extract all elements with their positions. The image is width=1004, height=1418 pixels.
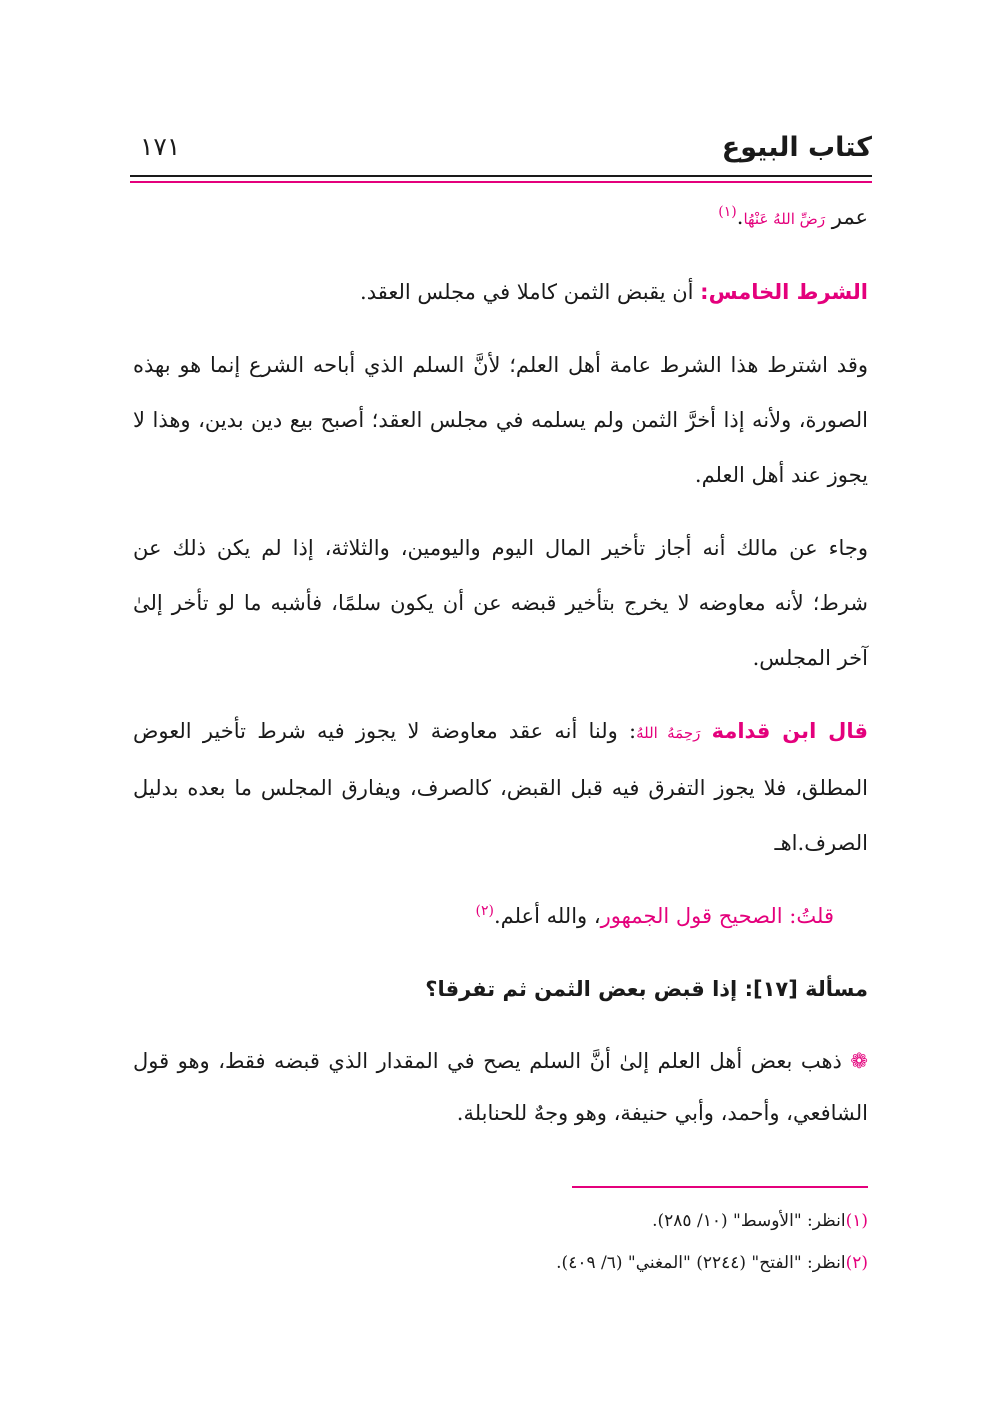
footnotes <box>133 1200 868 1284</box>
issue-heading <box>133 962 868 1017</box>
page-header <box>130 128 872 168</box>
conclusion-label: قلتُ: الصحيح قول الجمهور <box>600 904 834 928</box>
footnote-text: انظر: "الفتح" (٢٢٤٤) "المغني" (٦/ ٤٠٩). <box>556 1253 846 1273</box>
flower-icon: ❁ <box>850 1049 868 1073</box>
issue-title: إذا قبض بعض الثمن ثم تفرقا؟ <box>425 977 745 1001</box>
paragraph-end: . <box>736 205 744 229</box>
issue-label: مسألة [١٧]: <box>744 977 868 1001</box>
header-rule-pink <box>130 181 872 183</box>
footnote-rule <box>572 1186 868 1188</box>
footnote-item <box>133 1200 868 1242</box>
footnote-item <box>133 1242 868 1284</box>
footnote-text: انظر: "الأوسط" (١٠/ ٢٨٥). <box>652 1211 846 1231</box>
paragraph-continuation <box>133 190 868 247</box>
footnote-ref: (٢) <box>475 903 494 919</box>
paragraph-scholars: وقد اشترط هذا الشرط عامة أهل العلم؛ لأنَّ السلم الذي أباحه الشرع إنما هو بهذه الصورة، ولأنه إذا أخرَّ الثمن ولم يسلمه في مجلس العقد؛ أصبح بيع دين بدين، وهذا لا يجوز عند أهل العلم. <box>133 353 868 487</box>
footnote-number: (١) <box>845 1211 868 1231</box>
paragraph-partial-payment <box>133 1035 868 1139</box>
paragraph-text: أن يقبض الثمن كاملا في مجلس العقد. <box>360 280 701 304</box>
paragraph-text: ذهب بعض أهل العلم إلىٰ أنَّ السلم يصح في المقدار الذي قبضه فقط، وهو قول الشافعي، وأحمد، وأبي حنيفة، وهو وجهٌ للحنابلة. <box>133 1049 868 1125</box>
paragraph-malik: وجاء عن مالك أنه أجاز تأخير المال اليوم واليومين، والثلاثة، إذا لم يكن ذلك عن شرط؛ لأنه معاوضه لا يخرج بتأخير قبضه عن أن يكون سلمًا، فأشبه ما لو تأخر إلىٰ آخر المجلس. <box>133 536 868 670</box>
paragraph-text: ، والله أعلم. <box>493 904 601 928</box>
book-title: كتاب البيوع <box>721 132 872 163</box>
paragraph-ibn-qudama <box>133 704 868 871</box>
footnote-number: (٢) <box>845 1253 868 1273</box>
paragraph-condition-five <box>133 265 868 320</box>
honorific-mark: رَحِمَهُ اللهُ <box>636 724 701 742</box>
paragraph-conclusion <box>133 889 868 944</box>
header-rule-black <box>130 175 872 177</box>
scholar-name: قال ابن قدامة <box>711 719 868 743</box>
paragraph-text: : ولنا أنه عقد معاوضة لا يجوز فيه شرط تأخير العوض المطلق، فلا يجوز التفرق فيه قبل القبض، كالصرف، ويفارق المجلس ما بعده بدليل الصرف.اهـ <box>133 719 868 855</box>
footnote-ref: (١) <box>718 204 737 220</box>
honorific-mark: رَضِّ اللهُ عَنْهُا <box>743 210 826 228</box>
page-body <box>133 190 868 1139</box>
page-number: ١٧١ <box>140 132 181 161</box>
condition-label: الشرط الخامس: <box>700 280 868 304</box>
paragraph-text: عمر <box>825 205 868 229</box>
